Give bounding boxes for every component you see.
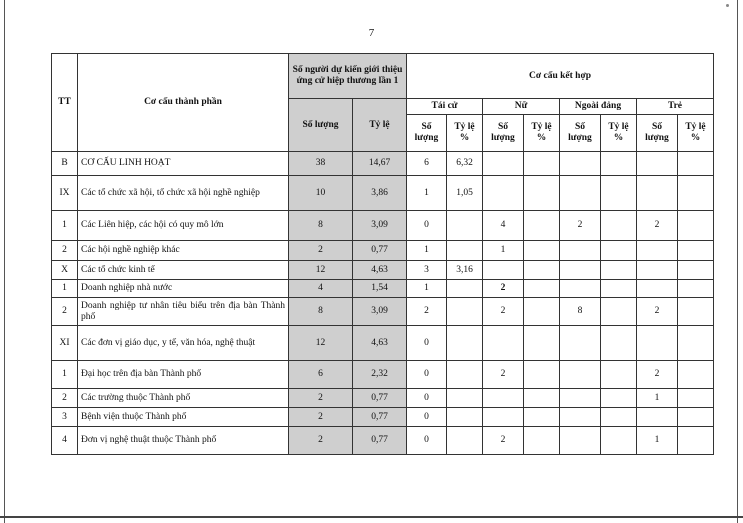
non-party-quantity: 8 — [560, 298, 601, 326]
row-ratio: 1,54 — [353, 280, 407, 298]
table-row — [52, 176, 714, 211]
reelect-quantity: 0 — [407, 211, 447, 241]
row-ratio: 3,09 — [353, 298, 407, 326]
reelect-quantity: 0 — [407, 427, 447, 455]
row-quantity: 12 — [289, 261, 353, 280]
group-header-young: Trẻ — [637, 99, 714, 115]
reelect-quantity: 6 — [407, 152, 447, 176]
young-ratio — [678, 389, 714, 408]
reelect-quantity: 3 — [407, 261, 447, 280]
row-name: Các tổ chức xã hội, tổ chức xã hội nghề nghiệp — [78, 176, 289, 211]
reelect-quantity: 2 — [407, 298, 447, 326]
reelect-ratio — [447, 408, 483, 427]
page-left-edge — [4, 0, 5, 523]
female-quantity: 2 — [483, 298, 524, 326]
reelect-quantity: 0 — [407, 361, 447, 389]
row-quantity: 12 — [289, 326, 353, 361]
table-row — [52, 298, 714, 326]
structure-table — [51, 53, 714, 455]
female-quantity — [483, 389, 524, 408]
sub-ratio-header: Tỷ lệ % — [447, 115, 483, 152]
group-header-non-party: Ngoài đảng — [560, 99, 637, 115]
row-name: Đơn vị nghệ thuật thuộc Thành phố — [78, 427, 289, 455]
young-ratio — [678, 326, 714, 361]
female-quantity: 2 — [483, 361, 524, 389]
female-quantity — [483, 152, 524, 176]
table-row — [52, 389, 714, 408]
young-ratio — [678, 211, 714, 241]
row-tt: 2 — [52, 298, 78, 326]
non-party-ratio — [601, 261, 637, 280]
female-ratio — [524, 280, 560, 298]
row-name: CƠ CẤU LINH HOẠT — [78, 152, 289, 176]
reelect-quantity: 0 — [407, 408, 447, 427]
non-party-quantity — [560, 361, 601, 389]
row-name: Các tổ chức kinh tế — [78, 261, 289, 280]
female-ratio — [524, 427, 560, 455]
young-quantity — [637, 241, 678, 261]
row-quantity: 2 — [289, 408, 353, 427]
reelect-ratio: 3,16 — [447, 261, 483, 280]
non-party-ratio — [601, 152, 637, 176]
row-tt: 2 — [52, 241, 78, 261]
non-party-quantity — [560, 408, 601, 427]
young-ratio — [678, 280, 714, 298]
young-quantity: 1 — [637, 427, 678, 455]
page-number: 7 — [368, 27, 375, 39]
row-ratio: 3,09 — [353, 211, 407, 241]
page-right-edge — [737, 0, 738, 523]
row-tt: 4 — [52, 427, 78, 455]
female-quantity: 2 — [483, 280, 524, 298]
row-ratio: 0,77 — [353, 241, 407, 261]
reelect-quantity: 1 — [407, 241, 447, 261]
non-party-ratio — [601, 389, 637, 408]
group-header-female: Nữ — [483, 99, 560, 115]
non-party-ratio — [601, 241, 637, 261]
female-ratio — [524, 298, 560, 326]
combined-header: Cơ cấu kết hợp — [407, 54, 714, 99]
female-quantity — [483, 326, 524, 361]
reelect-quantity: 1 — [407, 280, 447, 298]
female-quantity: 2 — [483, 427, 524, 455]
non-party-quantity — [560, 261, 601, 280]
young-ratio — [678, 361, 714, 389]
scan-mark — [726, 4, 729, 7]
female-ratio — [524, 241, 560, 261]
row-name: Các trường thuộc Thành phố — [78, 389, 289, 408]
non-party-quantity — [560, 241, 601, 261]
reelect-ratio — [447, 427, 483, 455]
female-quantity — [483, 261, 524, 280]
row-ratio: 4,63 — [353, 326, 407, 361]
reelect-ratio: 1,05 — [447, 176, 483, 211]
table-row — [52, 427, 714, 455]
non-party-quantity — [560, 176, 601, 211]
row-quantity: 8 — [289, 211, 353, 241]
reelect-ratio — [447, 298, 483, 326]
young-ratio — [678, 408, 714, 427]
sub-quantity-header: Số lượng — [483, 115, 524, 152]
nominated-header: Số người dự kiến giới thiệu ứng cử hiệp thương lần 1 — [289, 54, 407, 99]
row-name: Các hội nghề nghiệp khác — [78, 241, 289, 261]
young-quantity — [637, 152, 678, 176]
non-party-quantity — [560, 389, 601, 408]
non-party-ratio — [601, 211, 637, 241]
tt-header: TT — [52, 54, 78, 152]
row-quantity: 10 — [289, 176, 353, 211]
female-quantity: 1 — [483, 241, 524, 261]
reelect-quantity: 1 — [407, 176, 447, 211]
young-quantity — [637, 176, 678, 211]
row-name: Doanh nghiệp nhà nước — [78, 280, 289, 298]
quantity-header: Số lượng — [289, 99, 353, 152]
row-name: Các Liên hiệp, các hội có quy mô lớn — [78, 211, 289, 241]
sub-quantity-header: Số lượng — [637, 115, 678, 152]
non-party-quantity — [560, 326, 601, 361]
young-ratio — [678, 152, 714, 176]
table-row — [52, 152, 714, 176]
reelect-quantity: 0 — [407, 389, 447, 408]
row-tt: 1 — [52, 361, 78, 389]
non-party-ratio — [601, 176, 637, 211]
row-name: Đại học trên địa bàn Thành phố — [78, 361, 289, 389]
row-ratio: 0,77 — [353, 408, 407, 427]
row-quantity: 2 — [289, 241, 353, 261]
young-ratio — [678, 241, 714, 261]
female-ratio — [524, 326, 560, 361]
female-quantity — [483, 176, 524, 211]
non-party-ratio — [601, 280, 637, 298]
non-party-ratio — [601, 361, 637, 389]
non-party-ratio — [601, 298, 637, 326]
sub-quantity-header: Số lượng — [407, 115, 447, 152]
row-ratio: 14,67 — [353, 152, 407, 176]
row-quantity: 6 — [289, 361, 353, 389]
row-tt: XI — [52, 326, 78, 361]
table-row — [52, 241, 714, 261]
row-name: Các đơn vị giáo dục, y tế, văn hóa, nghệ thuật — [78, 326, 289, 361]
sub-ratio-header: Tỷ lệ % — [678, 115, 714, 152]
sub-ratio-header: Tỷ lệ % — [524, 115, 560, 152]
young-ratio — [678, 176, 714, 211]
reelect-ratio — [447, 389, 483, 408]
row-quantity: 8 — [289, 298, 353, 326]
young-ratio — [678, 261, 714, 280]
young-quantity: 2 — [637, 361, 678, 389]
ratio-header: Tỷ lệ — [353, 99, 407, 152]
table-row — [52, 408, 714, 427]
reelect-ratio: 6,32 — [447, 152, 483, 176]
row-quantity: 4 — [289, 280, 353, 298]
row-tt: B — [52, 152, 78, 176]
female-ratio — [524, 361, 560, 389]
young-ratio — [678, 427, 714, 455]
row-ratio: 0,77 — [353, 389, 407, 408]
row-tt: 3 — [52, 408, 78, 427]
female-quantity: 4 — [483, 211, 524, 241]
row-tt: 1 — [52, 211, 78, 241]
row-ratio: 4,63 — [353, 261, 407, 280]
row-ratio: 0,77 — [353, 427, 407, 455]
female-ratio — [524, 152, 560, 176]
row-quantity: 2 — [289, 427, 353, 455]
row-quantity: 2 — [289, 389, 353, 408]
female-ratio — [524, 176, 560, 211]
reelect-ratio — [447, 211, 483, 241]
row-tt: 2 — [52, 389, 78, 408]
female-ratio — [524, 408, 560, 427]
row-quantity: 38 — [289, 152, 353, 176]
non-party-quantity — [560, 280, 601, 298]
page-bottom-edge — [0, 516, 743, 518]
component-header: Cơ cấu thành phần — [78, 54, 289, 152]
non-party-quantity — [560, 152, 601, 176]
young-quantity: 2 — [637, 298, 678, 326]
row-name: Bệnh viện thuộc Thành phố — [78, 408, 289, 427]
table-row — [52, 326, 714, 361]
row-ratio: 3,86 — [353, 176, 407, 211]
non-party-ratio — [601, 427, 637, 455]
young-quantity: 2 — [637, 211, 678, 241]
female-ratio — [524, 389, 560, 408]
young-quantity — [637, 261, 678, 280]
table-row — [52, 361, 714, 389]
non-party-ratio — [601, 326, 637, 361]
row-tt: X — [52, 261, 78, 280]
row-tt: 1 — [52, 280, 78, 298]
young-quantity: 1 — [637, 389, 678, 408]
sub-ratio-header: Tỷ lệ % — [601, 115, 637, 152]
young-quantity — [637, 280, 678, 298]
young-quantity — [637, 408, 678, 427]
row-name: Doanh nghiệp tư nhân tiêu biểu trên địa bàn Thành phố — [78, 298, 289, 326]
table-row — [52, 211, 714, 241]
young-ratio — [678, 298, 714, 326]
table-row — [52, 280, 714, 298]
row-tt: IX — [52, 176, 78, 211]
row-ratio: 2,32 — [353, 361, 407, 389]
reelect-ratio — [447, 326, 483, 361]
female-ratio — [524, 261, 560, 280]
female-quantity — [483, 408, 524, 427]
non-party-ratio — [601, 408, 637, 427]
female-ratio — [524, 211, 560, 241]
non-party-quantity — [560, 427, 601, 455]
reelect-ratio — [447, 241, 483, 261]
reelect-ratio — [447, 280, 483, 298]
sub-quantity-header: Số lượng — [560, 115, 601, 152]
table-row — [52, 261, 714, 280]
non-party-quantity: 2 — [560, 211, 601, 241]
reelect-quantity: 0 — [407, 326, 447, 361]
reelect-ratio — [447, 361, 483, 389]
group-header-reelect: Tái cử — [407, 99, 483, 115]
young-quantity — [637, 326, 678, 361]
